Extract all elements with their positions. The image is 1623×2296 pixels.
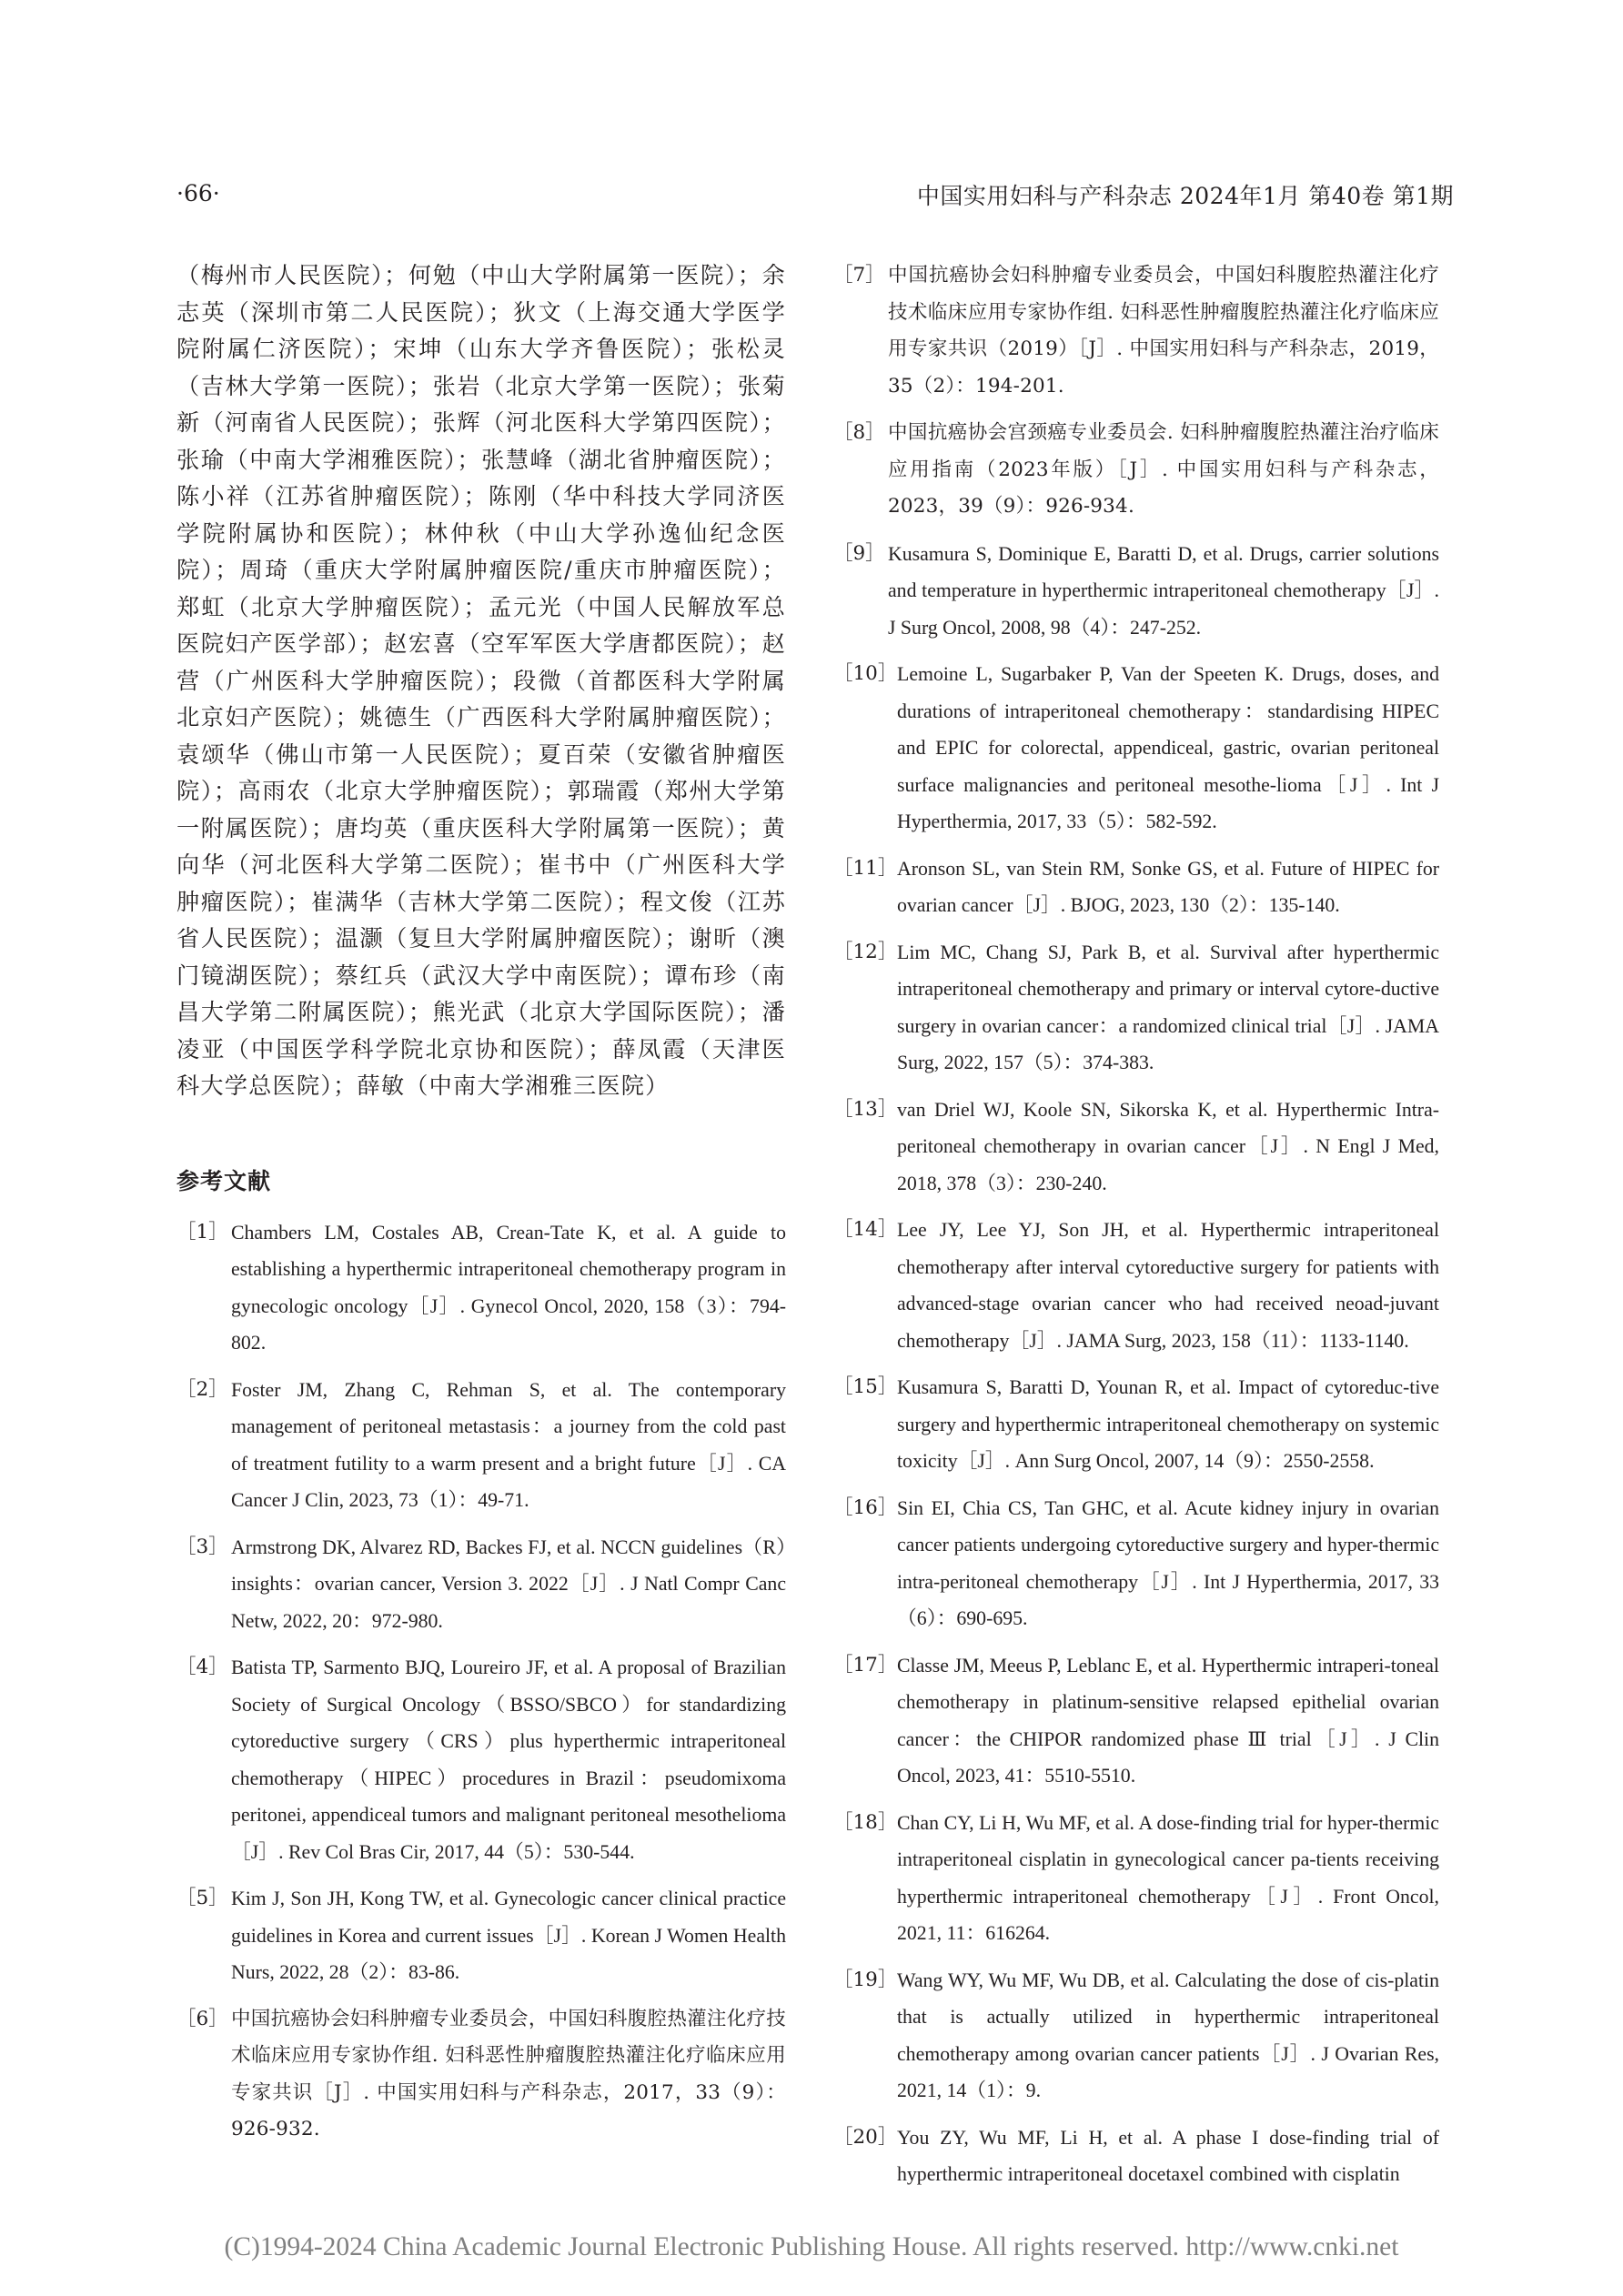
reference-item bbox=[833, 1369, 1439, 1480]
reference-item bbox=[833, 1490, 1439, 1637]
reference-number: ［16］ bbox=[833, 1495, 898, 1519]
reference-item bbox=[833, 1647, 1439, 1795]
reference-number: ［1］ bbox=[176, 1220, 228, 1244]
reference-text: Armstrong DK, Alvarez RD, Backes FJ, et al. NCCN guidelines（R）insights：ovarian cancer, Version 3. 2022［J］. J Natl Compr Canc Netw, 2022, 20：972-980. bbox=[231, 1536, 786, 1632]
reference-number: ［13］ bbox=[833, 1097, 898, 1121]
reference-item bbox=[833, 415, 1439, 526]
reference-text: Lee JY, Lee YJ, Son JH, et al. Hyperthermic intraperitoneal chemotherapy after interval cytoreductive surgery for patients with advanced-stage ovarian cancer who had received neoad-juvant chemotherapy［J］. JAMA Surg, 2023, 158（11）：1133-1140. bbox=[897, 1219, 1439, 1352]
reference-text: Batista TP, Sarmento BJQ, Loureiro JF, et al. A proposal of Brazilian Society of Surgical Oncology（BSSO/SBCO）for standardizing cytoreductive surgery（CRS）plus hyperthermic intraperitoneal chemotherapy（HIPEC）procedures in Brazil：pseudomixoma peritonei, appendiceal tumors and malignant peritoneal mesothelioma［J］. Rev Col Bras Cir, 2017, 44（5）：530-544. bbox=[231, 1657, 786, 1863]
reference-item bbox=[176, 1372, 786, 1519]
reference-item bbox=[833, 934, 1439, 1082]
reference-text: Chan CY, Li H, Wu MF, et al. A dose-finding trial for hyper-thermic intraperitoneal cisplatin in gynecological cancer pa-tients receiving hyperthermic intraperitoneal chemotherapy［J］. Front Oncol, 2021, 11：616264. bbox=[897, 1811, 1439, 1944]
reference-number: ［20］ bbox=[833, 2125, 898, 2149]
reference-number: ［15］ bbox=[833, 1375, 898, 1398]
reference-text: van Driel WJ, Koole SN, Sikorska K, et al. Hyperthermic Intra-peritoneal chemotherapy in ovarian cancer［J］. N Engl J Med, 2018, 378（3）：230-240. bbox=[897, 1098, 1439, 1194]
reference-text: 中国抗癌协会妇科肿瘤专业委员会，中国妇科腹腔热灌注化疗技术临床应用专家协作组. 妇科恶性肿瘤腹腔热灌注化疗临床应用专家共识（2019）［J］. 中国实用妇科与产科杂志，2019，35（2）：194-201. bbox=[888, 264, 1439, 398]
reference-text: Kim J, Son JH, Kong TW, et al. Gynecologic cancer clinical practice guidelines in Korea and current issues［J］. Korean J Women Health Nurs, 2022, 28（2）：83-86. bbox=[231, 1888, 786, 1983]
reference-item bbox=[833, 1092, 1439, 1203]
reference-number: ［17］ bbox=[833, 1653, 898, 1677]
reference-number: ［3］ bbox=[176, 1535, 228, 1558]
reference-item bbox=[833, 1805, 1439, 1952]
reference-text: Classe JM, Meeus P, Leblanc E, et al. Hyperthermic intraperi-toneal chemotherapy in platinum-sensitive relapsed epithelial ovarian cancer：the CHIPOR randomized phase Ⅲ trial［J］. J Clin Oncol, 2023, 41：5510-5510. bbox=[897, 1654, 1439, 1787]
left-column bbox=[176, 257, 786, 2159]
reference-number: ［9］ bbox=[833, 541, 885, 565]
reference-number: ［12］ bbox=[833, 940, 898, 963]
reference-item bbox=[176, 1214, 786, 1362]
reference-item bbox=[176, 1529, 786, 1640]
reference-text: Aronson SL, van Stein RM, Sonke GS, et al. Future of HIPEC for ovarian cancer［J］. BJOG, 2023, 130（2）：135-140. bbox=[897, 857, 1439, 916]
references-list-right bbox=[833, 257, 1439, 2193]
reference-number: ［8］ bbox=[833, 421, 885, 444]
reference-number: ［10］ bbox=[833, 662, 898, 685]
reference-number: ［19］ bbox=[833, 1968, 898, 1991]
reference-text: Lemoine L, Sugarbaker P, Van der Speeten K. Drugs, doses, and durations of intraperitoneal chemotherapy：standardising HIPEC and EPIC for colorectal, appendiceal, gastric, ovarian peritoneal surface malignancies and peritoneal mesothe-lioma［J］. Int J Hyperthermia, 2017, 33（5）：582-592. bbox=[897, 663, 1439, 832]
reference-item bbox=[833, 656, 1439, 841]
reference-number: ［11］ bbox=[833, 856, 898, 880]
copyright-footer: (C)1994-2024 China Academic Journal Electronic Publishing House. All rights reserved. http://www.cnki.net bbox=[224, 2232, 1399, 2261]
reference-text: Sin EI, Chia CS, Tan GHC, et al. Acute kidney injury in ovarian cancer patients undergoing cytoreductive surgery and hyper-thermic intra-peritoneal chemotherapy［J］. Int J Hyperthermia, 2017, 33（6）：690-695. bbox=[897, 1496, 1439, 1629]
reference-text: Foster JM, Zhang C, Rehman S, et al. The contemporary management of peritoneal metastasis：a journey from the cold past of treatment futility to a warm present and a bright future［J］. CA Cancer J Clin, 2023, 73（1）：49-71. bbox=[231, 1378, 786, 1511]
reference-number: ［14］ bbox=[833, 1218, 898, 1241]
reference-item bbox=[833, 257, 1439, 405]
reference-text: Kusamura S, Dominique E, Baratti D, et al. Drugs, carrier solutions and temperature in hyperthermic intraperitoneal chemotherapy［J］. J Surg Oncol, 2008, 98（4）：247-252. bbox=[888, 542, 1439, 639]
reference-number: ［5］ bbox=[176, 1887, 228, 1909]
right-column bbox=[833, 257, 1439, 2203]
reference-item bbox=[176, 1880, 786, 1991]
reference-item bbox=[176, 2001, 786, 2149]
reference-text: You ZY, Wu MF, Li H, et al. A phase I dose-finding trial of hyperthermic intraperitoneal docetaxel combined with cisplatin bbox=[897, 2126, 1439, 2185]
reference-item bbox=[833, 1962, 1439, 2110]
reference-item bbox=[833, 851, 1439, 924]
affiliations-text: （梅州市人民医院）；何勉（中山大学附属第一医院）；余志英（深圳市第二人民医院）；狄文（上海交通大学医学院附属仁济医院）；宋坤（山东大学齐鲁医院）；张松灵（吉林大学第一医院）；张岩（北京大学第一医院）；张菊新（河南省人民医院）；张辉（河北医科大学第四医院）；张瑜（中南大学湘雅医院）；张慧峰（湖北省肿瘤医院）；陈小祥（江苏省肿瘤医院）；陈刚（华中科技大学同济医学院附属协和医院）；林仲秋（中山大学孙逸仙纪念医院）；周琦（重庆大学附属肿瘤医院/重庆市肿瘤医院）；郑虹（北京大学肿瘤医院）；孟元光（中国人民解放军总医院妇产医学部）；赵宏喜（空军军医大学唐都医院）；赵营（广州医科大学肿瘤医院）；段微（首都医科大学附属北京妇产医院）；姚德生（广西医科大学附属肿瘤医院）；袁颂华（佛山市第一人民医院）；夏百荣（安徽省肿瘤医院）；高雨农（北京大学肿瘤医院）；郭瑞霞（郑州大学第一附属医院）；唐均英（重庆医科大学附属第一医院）；黄向华（河北医科大学第二医院）；崔书中（广州医科大学肿瘤医院）；崔满华（吉林大学第二医院）；程文俊（江苏省人民医院）；温灏（复旦大学附属肿瘤医院）；谢昕（澳门镜湖医院）；蔡红兵（武汉大学中南医院）；谭布珍（南昌大学第二附属医院）；熊光武（北京大学国际医院）；潘凌亚（中国医学科学院北京协和医院）；薛凤霞（天津医科大学总医院）；薛敏（中南大学湘雅三医院） bbox=[176, 262, 786, 1099]
reference-number: ［18］ bbox=[833, 1810, 898, 1834]
references-heading: 参考文献 bbox=[176, 1167, 272, 1194]
reference-text: Kusamura S, Baratti D, Younan R, et al. Impact of cytoreduc-tive surgery and hyperthermic intraperitoneal chemotherapy on systemic toxicity［J］. Ann Surg Oncol, 2007, 14（9）：2550-2558. bbox=[897, 1376, 1439, 1472]
reference-text: Chambers LM, Costales AB, Crean-Tate K, et al. A guide to establishing a hyperthermic intraperitoneal chemotherapy program in gynecologic oncology［J］. Gynecol Oncol, 2020, 158（3）：794-802. bbox=[231, 1221, 786, 1354]
reference-text: 中国抗癌协会妇科肿瘤专业委员会，中国妇科腹腔热灌注化疗技术临床应用专家协作组. 妇科恶性肿瘤腹腔热灌注化疗临床应用专家共识［J］. 中国实用妇科与产科杂志，2017，33（9）：926-932. bbox=[231, 2007, 786, 2140]
reference-number: ［7］ bbox=[833, 264, 885, 287]
reference-item bbox=[833, 1212, 1439, 1359]
reference-number: ［2］ bbox=[176, 1377, 228, 1401]
reference-number: ［6］ bbox=[176, 2007, 228, 2030]
reference-item bbox=[833, 536, 1439, 647]
reference-item bbox=[176, 1649, 786, 1870]
reference-text: Lim MC, Chang SJ, Park B, et al. Survival after hyperthermic intraperitoneal chemotherapy and primary or interval cytore-ductive surgery in ovarian cancer：a randomized clinical trial［J］. JAMA Surg, 2022, 157（5）：374-383. bbox=[897, 941, 1439, 1073]
page-number: ·66· bbox=[176, 180, 220, 206]
reference-item bbox=[833, 2120, 1439, 2193]
journal-running-head: 中国实用妇科与产科杂志 2024年1月 第40卷 第1期 bbox=[916, 183, 1454, 209]
reference-text: 中国抗癌协会宫颈癌专业委员会. 妇科肿瘤腹腔热灌注治疗临床应用指南（2023年版）［J］. 中国实用妇科与产科杂志，2023，39（9）：926-934. bbox=[888, 421, 1439, 518]
reference-text: Wang WY, Wu MF, Wu DB, et al. Calculating the dose of cis-platin that is actually utilized in hyperthermic intraperitoneal chemotherapy among ovarian cancer patients［J］. J Ovarian Res, 2021, 14（1）：9. bbox=[897, 1969, 1439, 2101]
reference-number: ［4］ bbox=[176, 1656, 228, 1678]
references-list-left bbox=[176, 1214, 786, 2149]
